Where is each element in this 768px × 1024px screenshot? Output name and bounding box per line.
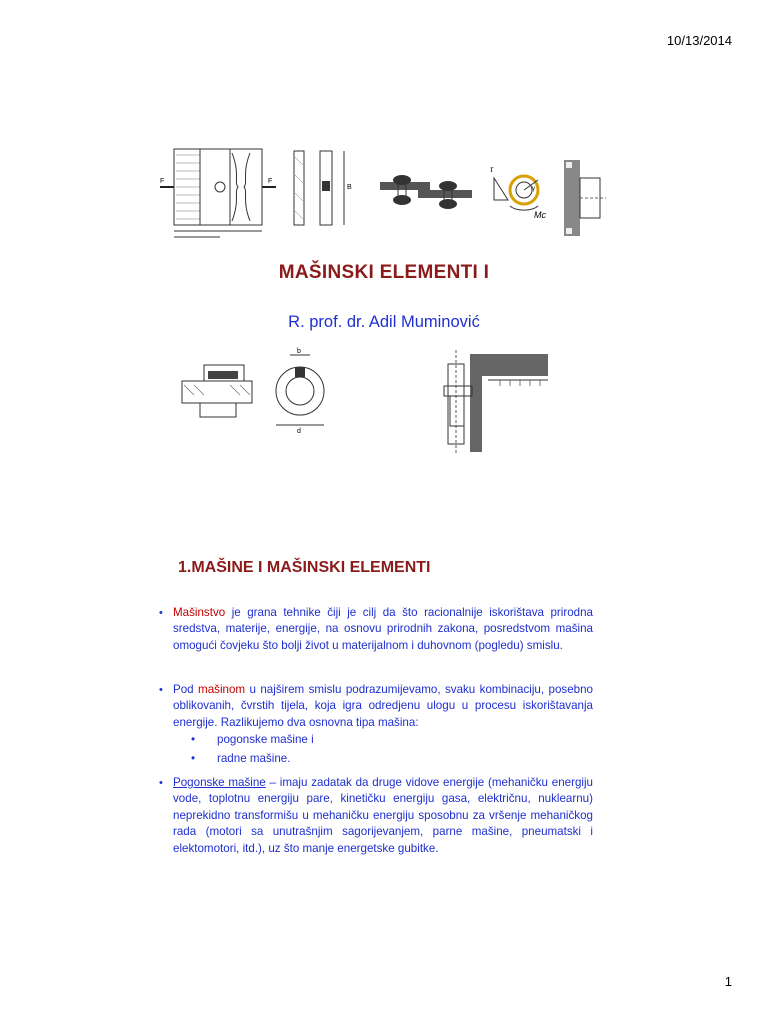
bullet-dot: • (191, 752, 196, 765)
page-number: 1 (724, 974, 732, 989)
paragraph-prefix: Pod (173, 683, 199, 696)
keyword-masinstvo: Mašinstvo (173, 606, 226, 619)
key-shaft-figure (180, 348, 350, 435)
paragraph-pogonske (159, 775, 593, 857)
bullet-dot: • (191, 733, 196, 746)
paragraph-text: je grana tehnike čiji je cilj da što racionalnije iskorištava prirodna sredstva, materije, energije, na osnovu prirodnih zakona, posredstvom mašina omogući čovjeku što bolji život u materijalnom i duhovnom (pogledu) smislu. (173, 606, 593, 652)
paragraph-text: – imaju zadatak da druge vidove energije (mehaničku energiju vode, toplotnu energiju pare, kinetičku energiju gasa, električnu, nuklearnu) neprekidno transformišu u mehaničku energiju sposobnu za vršenje mehaničkog rada (motori sa unutrašnjim sagorijevanjem, parne mašine, pneumatski i elektomotori, itd.), uz što manje energetske gubitke. (173, 776, 593, 855)
bullet-dot: • (159, 684, 163, 696)
section-heading: 1.MAŠINE I MAŠINSKI ELEMENTI (178, 559, 431, 576)
bullet-dot: • (159, 607, 163, 619)
dim-label-d: d (297, 428, 301, 435)
torsion-element-figure (488, 160, 556, 222)
author-line: R. prof. dr. Adil Muminović (288, 313, 480, 331)
list-item-text: pogonske mašine i (217, 733, 314, 746)
paragraph-text: u najširem smislu podrazumijevamo, svaku kombinaciju, posebno oblikovanih, čvrstih tijela, koja igra odredjenu ulogu u procesu iskorištavanja energije. Razlikujemo dva osnovna tipa mašina: (173, 683, 593, 729)
list-item-text: radne mašine. (217, 752, 291, 765)
paragraph-masinstvo (159, 605, 593, 654)
force-label-left: F (160, 178, 165, 185)
dim-label-b: B (347, 184, 352, 191)
riveted-joint-figure (378, 172, 478, 212)
bullet-dot: • (159, 777, 163, 789)
force-label-right: F (268, 178, 273, 185)
plate-side-figure (292, 145, 362, 240)
plate-tension-figure (160, 143, 273, 243)
list-item (191, 751, 291, 767)
flange-bolt-figure (440, 350, 552, 454)
moment-label: Mc (534, 210, 546, 220)
keyword-pogonske-masine: Pogonske mašine (173, 776, 266, 789)
strain-label: γ (532, 186, 535, 192)
gear-shaft-figure (562, 158, 608, 238)
page-title: MAŠINSKI ELEMENTI I (278, 262, 490, 283)
paragraph-masina (159, 682, 593, 778)
stress-label: τ (490, 165, 493, 174)
keyword-masina: mašinom (198, 683, 246, 696)
header-date: 10/13/2014 (666, 33, 732, 48)
list-item (191, 732, 314, 748)
dim-label-b-lower: b (297, 348, 301, 355)
